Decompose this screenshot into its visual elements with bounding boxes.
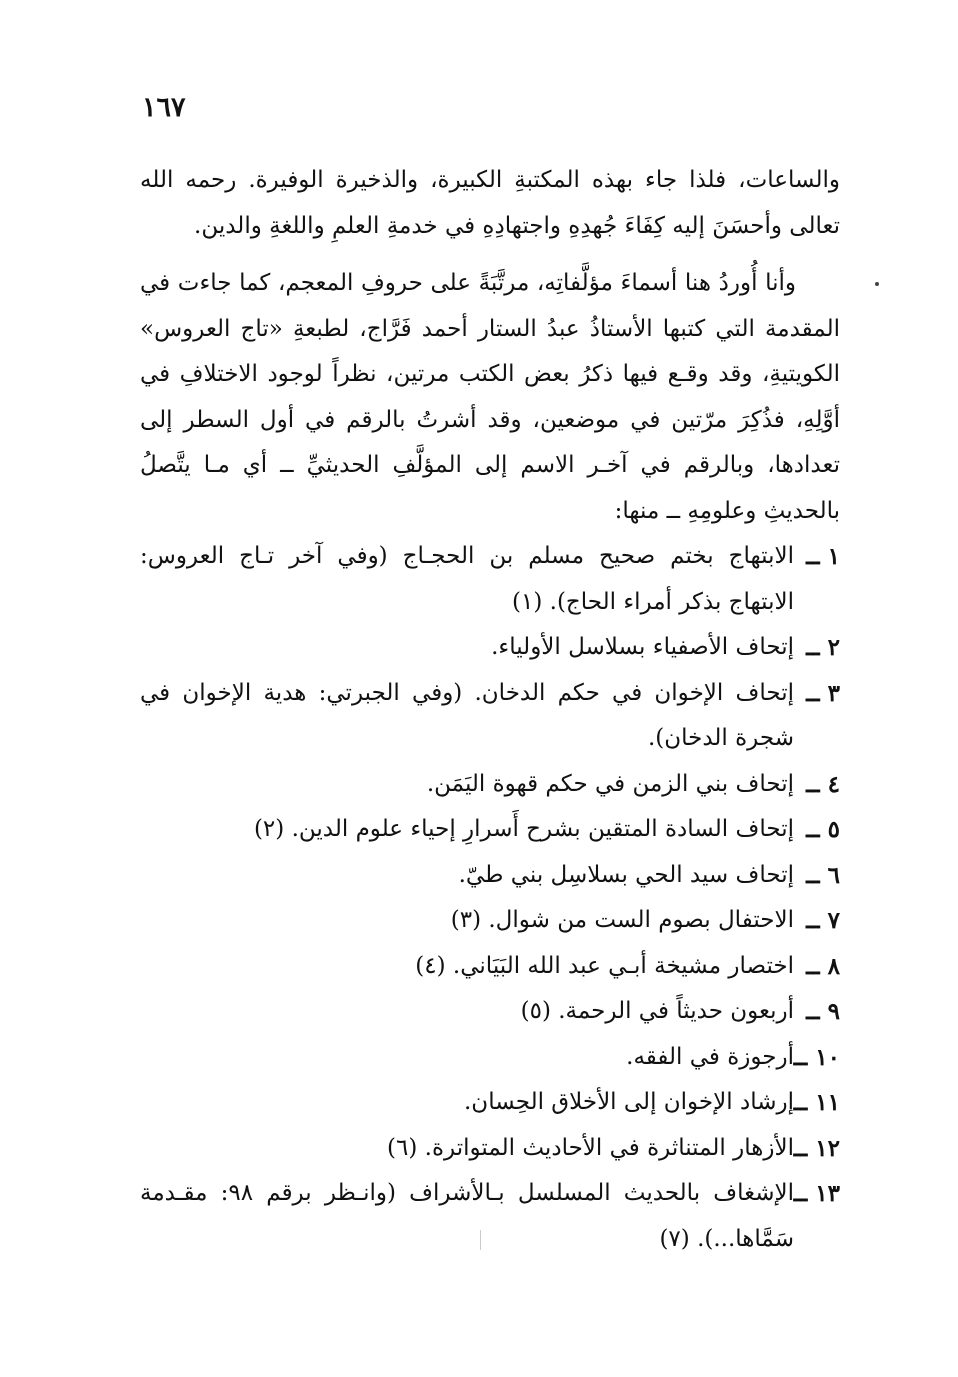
- scan-mark: [480, 1230, 481, 1250]
- item-title: إتحاف الإخوان في حكم الدخان. (وفي الجبرتي: هدية الإخوان في شجرة الدخان).: [140, 679, 794, 751]
- item-number: ٥ ــ: [806, 816, 840, 843]
- item-title: الأزهار المتناثرة في الأحاديث المتواترة. (٦): [387, 1134, 794, 1161]
- list-item: [140, 944, 840, 990]
- item-title: إرشاد الإخوان إلى الأخلاق الحِسان.: [464, 1089, 794, 1115]
- works-list: [140, 534, 840, 1262]
- item-title: الابتهاج بختم صحيح مسلم بن الحجـاج (وفي آخر تـاج العروس: الابتهاج بذكر أمراء الحاج). (١): [140, 543, 794, 615]
- item-title: إتحاف الأصفياء بسلاسل الأولياء.: [491, 634, 794, 660]
- item-number: ٤ ــ: [806, 770, 840, 798]
- item-number: ١ ــ: [806, 543, 840, 570]
- page-content: [140, 158, 840, 1262]
- item-title: اختصار مشيخة أبـي عبد الله البَيَاني. (٤): [415, 952, 794, 979]
- item-number: ٧ ــ: [806, 907, 840, 934]
- list-item: [140, 1171, 840, 1262]
- item-title: الاحتفال بصوم الست من شوال. (٣): [450, 907, 794, 933]
- list-item: [140, 853, 840, 899]
- list-item: [140, 671, 840, 762]
- list-item: [140, 1080, 840, 1126]
- list-item: [140, 898, 840, 944]
- list-item: [140, 625, 840, 671]
- item-number: ٦ ــ: [806, 861, 840, 889]
- list-item: [140, 1126, 840, 1172]
- item-title: أرجوزة في الفقه.: [626, 1043, 794, 1070]
- item-number: ١٢ ــ: [793, 1134, 840, 1162]
- list-item: [140, 807, 840, 853]
- margin-dot: [875, 282, 879, 286]
- list-item: [140, 1035, 840, 1081]
- paragraph-intro: والساعات، فلذا جاء بهذه المكتبةِ الكبيرة، والذخيرة الوفيرة. رحمه الله تعالى وأحسَنَ إليه كِفَاءَ جُهدِهِ واجتهادِهِ في خدمةِ العلمِ واللغةِ والدين.: [140, 167, 840, 239]
- list-item: [140, 534, 840, 625]
- list-item: [140, 989, 840, 1035]
- item-number: ١٠ ــ: [793, 1043, 840, 1071]
- item-title: أربعون حديثاً في الرحمة. (٥): [520, 998, 794, 1024]
- item-number: ٣ ــ: [806, 679, 840, 707]
- paragraph-works: وأنا أُوردُ هنا أسماءَ مؤلَّفاتِه، مرتَّبَةً على حروفِ المعجم، كما جاءت في المقدمة التي كتبها الأستاذُ عبدُ الستار أحمد فَرَّاج، لطبعةِ «تاج العروس» الكويتيةِ، وقد وقـع فيها ذكرُ بعض الكتب مرتين، نظراً لوجود الاختلافِ في أوَّلِهِ، فذُكِرَ مرّتين في موضعين، وقد أشرتُ بالرقم في أول السطر إلى تعدادها، وبالرقم في آخـر الاسم إلى المؤلَّفِ الحديثيِّ ــ أي مـا يتَّصلُ بالحديثِ وعلومِهِ ــ منها:: [140, 270, 840, 524]
- item-number: ٨ ــ: [806, 952, 840, 980]
- list-item: [140, 762, 840, 808]
- item-title: إتحاف السادة المتقين بشرح أَسرارِ إحياء علوم الدين. (٢): [253, 816, 794, 842]
- item-title: إتحاف بني الزمن في حكم قهوة اليَمَن.: [426, 770, 794, 797]
- item-title: إتحاف سيد الحي بسلاسِل بني طيّ.: [458, 861, 794, 888]
- item-number: ١١ ــ: [793, 1089, 840, 1116]
- item-number: ٢ ــ: [806, 634, 840, 661]
- item-title: الإشغاف بالحديث المسلسل بـالأشراف (وانـظر برقم ٩٨: مقـدمة سَمَّاها...). (٧): [140, 1180, 794, 1252]
- page-number: ١٦٧: [142, 92, 186, 123]
- item-number: ٩ ــ: [806, 998, 840, 1025]
- item-number: ١٣ ــ: [793, 1180, 840, 1207]
